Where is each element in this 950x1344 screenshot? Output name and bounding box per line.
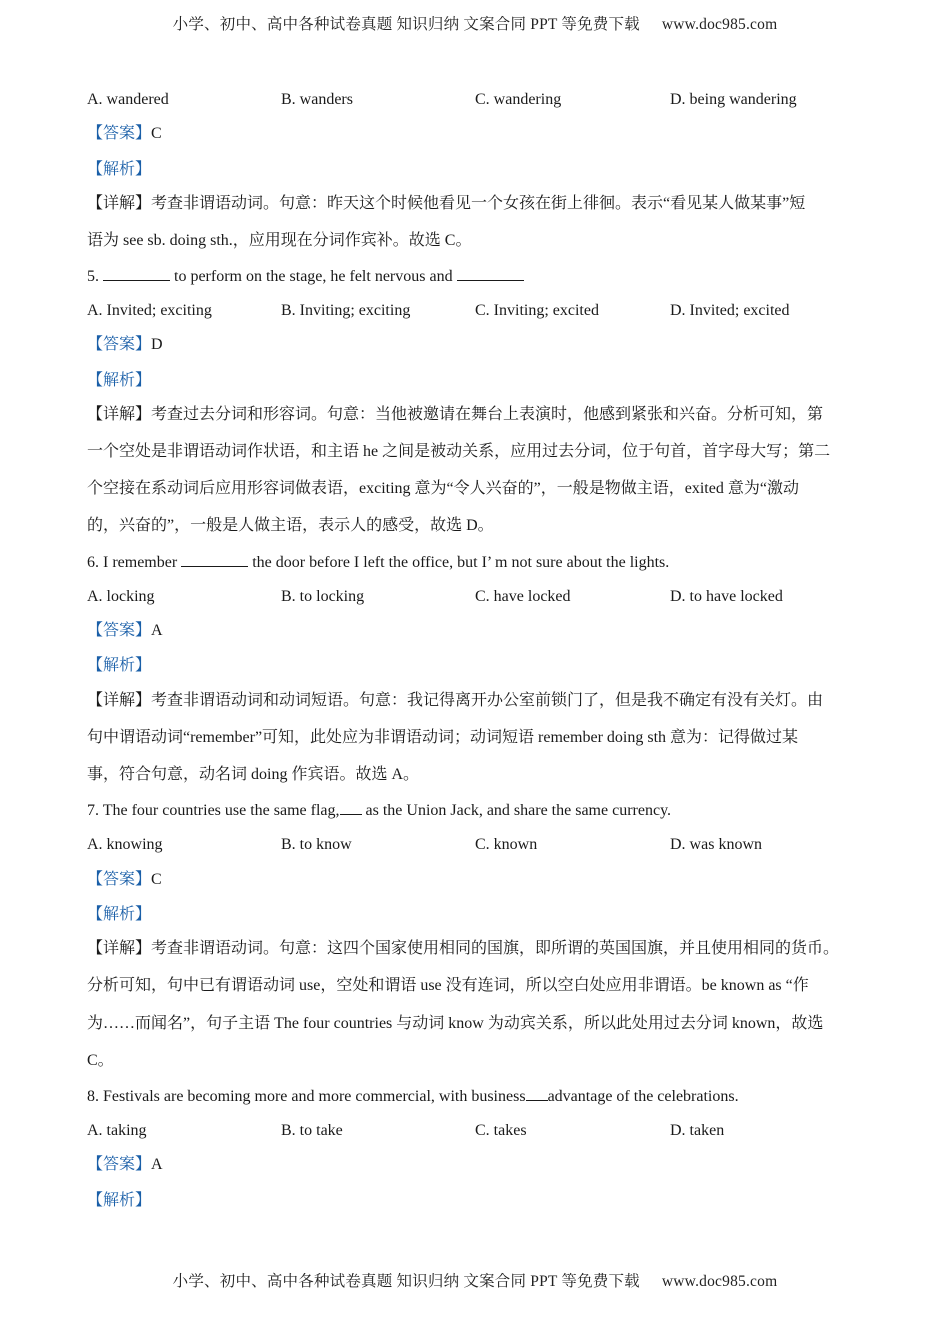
detail-text: 考查过去分词和形容词。句意：当他被邀请在舞台上表演时，他感到紧张和兴奋。分析可知，第 <box>151 406 824 423</box>
stem-text: as the Union Jack, and share the same currency. <box>361 802 672 819</box>
header-text: 小学、初中、高中各种试卷真题 知识归纳 文案合同 PPT 等免费下载 <box>172 16 640 33</box>
q5-option-b: B. Inviting; exciting <box>281 302 411 319</box>
q4-detail-line <box>87 194 877 214</box>
blank <box>340 800 362 815</box>
q6-option-d: D. to have locked <box>670 588 783 605</box>
detail-text: 考查非谓语动词和动词短语。句意：我记得离开办公室前锁门了，但是我不确定有没有关灯。由 <box>151 692 824 709</box>
q5-answer-value: D <box>151 336 163 353</box>
q7-detail-line: 为……而闻名”，句子主语 The four countries 与动词 know 为动宾关系，所以此处用过去分词 known，故选 <box>87 1015 824 1032</box>
stem-text: 5. <box>87 268 103 285</box>
q4-option-b: B. wanders <box>281 91 353 108</box>
q7-stem <box>87 800 877 821</box>
q6-answer <box>87 621 877 641</box>
detail-label: 【详解】 <box>87 940 152 957</box>
q4-analysis <box>87 160 877 180</box>
stem-text: advantage of the celebrations. <box>547 1088 739 1105</box>
q4-answer-value: C <box>151 125 162 142</box>
q8-stem <box>87 1086 877 1107</box>
q5-analysis <box>87 371 877 391</box>
q5-detail-line <box>87 405 877 425</box>
q7-answer <box>87 870 877 890</box>
answer-label: 【答案】 <box>87 622 152 639</box>
q5-answer <box>87 335 877 355</box>
q4-option-a: A. wandered <box>87 91 169 108</box>
q5-detail-line: 一个空处是非谓语动词作状语，和主语 he 之间是被动关系，应用过去分词，位于句首，首字母大写；第二 <box>87 443 831 460</box>
q6-detail-line: 句中谓语动词“remember”可知，此处应为非谓语动词；动词短语 remember doing sth 意为：记得做过某 <box>87 729 799 746</box>
q7-answer-value: C <box>151 871 162 888</box>
header-url[interactable]: www.doc985.com <box>661 16 778 33</box>
stem-text: 6. I remember <box>87 554 182 571</box>
detail-label: 【详解】 <box>87 195 152 212</box>
detail-text: 考查非谓语动词。句意：昨天这个时候他看见一个女孩在街上徘徊。表示“看见某人做某事”短 <box>151 195 806 212</box>
answer-label: 【答案】 <box>87 1156 152 1173</box>
q7-option-c: C. known <box>475 836 538 853</box>
q7-option-b: B. to know <box>281 836 352 853</box>
detail-label: 【详解】 <box>87 692 152 709</box>
q8-answer <box>87 1155 877 1175</box>
q5-option-d: D. Invited; excited <box>670 302 790 319</box>
blank <box>103 266 170 281</box>
q4-answer <box>87 124 877 144</box>
q4-detail-line: 语为 see sb. doing sth.，应用现在分词作宾补。故选 C。 <box>87 232 472 249</box>
q5-option-a: A. Invited; exciting <box>87 302 212 319</box>
q5-stem <box>87 266 877 287</box>
q6-analysis <box>87 656 877 676</box>
q6-option-c: C. have locked <box>475 588 571 605</box>
q7-analysis <box>87 905 877 925</box>
page-footer <box>0 1269 950 1291</box>
blank <box>181 552 248 567</box>
q5-detail-line: 个空接在系动词后应用形容词做表语，exciting 意为“令人兴奋的”，一般是物做主语，exited 意为“激动 <box>87 480 799 497</box>
footer-text: 小学、初中、高中各种试卷真题 知识归纳 文案合同 PPT 等免费下载 <box>172 1273 640 1290</box>
q5-detail-line: 的，兴奋的”，一般是人做主语，表示人的感受，故选 D。 <box>87 517 494 534</box>
stem-text: to perform on the stage, he felt nervous and <box>170 268 457 285</box>
q8-answer-value: A <box>151 1156 163 1173</box>
stem-text: the door before I left the office, but I’ m not sure about the lights. <box>248 554 670 571</box>
answer-label: 【答案】 <box>87 125 152 142</box>
q7-option-a: A. knowing <box>87 836 163 853</box>
stem-text: 8. Festivals are becoming more and more commercial, with business <box>87 1088 526 1105</box>
analysis-label: 【解析】 <box>87 161 152 178</box>
q7-detail-line <box>87 939 877 959</box>
q4-option-c: C. wandering <box>475 91 562 108</box>
blank <box>526 1086 548 1101</box>
q8-option-a: A. taking <box>87 1122 147 1139</box>
q6-stem <box>87 552 877 573</box>
q7-option-d: D. was known <box>670 836 762 853</box>
q6-option-b: B. to locking <box>281 588 365 605</box>
q6-detail-line: 事，符合句意，动名词 doing 作宾语。故选 A。 <box>87 766 420 783</box>
q8-option-b: B. to take <box>281 1122 343 1139</box>
analysis-label: 【解析】 <box>87 657 152 674</box>
q8-analysis <box>87 1191 877 1211</box>
q7-detail-line: C。 <box>87 1052 114 1069</box>
q8-option-d: D. taken <box>670 1122 725 1139</box>
detail-text: 考查非谓语动词。句意：这四个国家使用相同的国旗，即所谓的英国国旗，并且使用相同的货币。 <box>151 940 840 957</box>
q4-option-d: D. being wandering <box>670 91 797 108</box>
answer-label: 【答案】 <box>87 336 152 353</box>
stem-text: 7. The four countries use the same flag, <box>87 802 340 819</box>
q5-option-c: C. Inviting; excited <box>475 302 599 319</box>
q7-detail-line: 分析可知，句中已有谓语动词 use，空处和谓语 use 没有连词，所以空白处应用非谓语。be known as “作 <box>87 977 809 994</box>
footer-url[interactable]: www.doc985.com <box>661 1273 778 1290</box>
q6-detail-line <box>87 691 877 711</box>
answer-label: 【答案】 <box>87 871 152 888</box>
q6-option-a: A. locking <box>87 588 155 605</box>
detail-label: 【详解】 <box>87 406 152 423</box>
q8-option-c: C. takes <box>475 1122 527 1139</box>
q6-answer-value: A <box>151 622 163 639</box>
blank <box>457 266 524 281</box>
analysis-label: 【解析】 <box>87 372 152 389</box>
page-header <box>0 12 950 34</box>
analysis-label: 【解析】 <box>87 906 152 923</box>
analysis-label: 【解析】 <box>87 1192 152 1209</box>
